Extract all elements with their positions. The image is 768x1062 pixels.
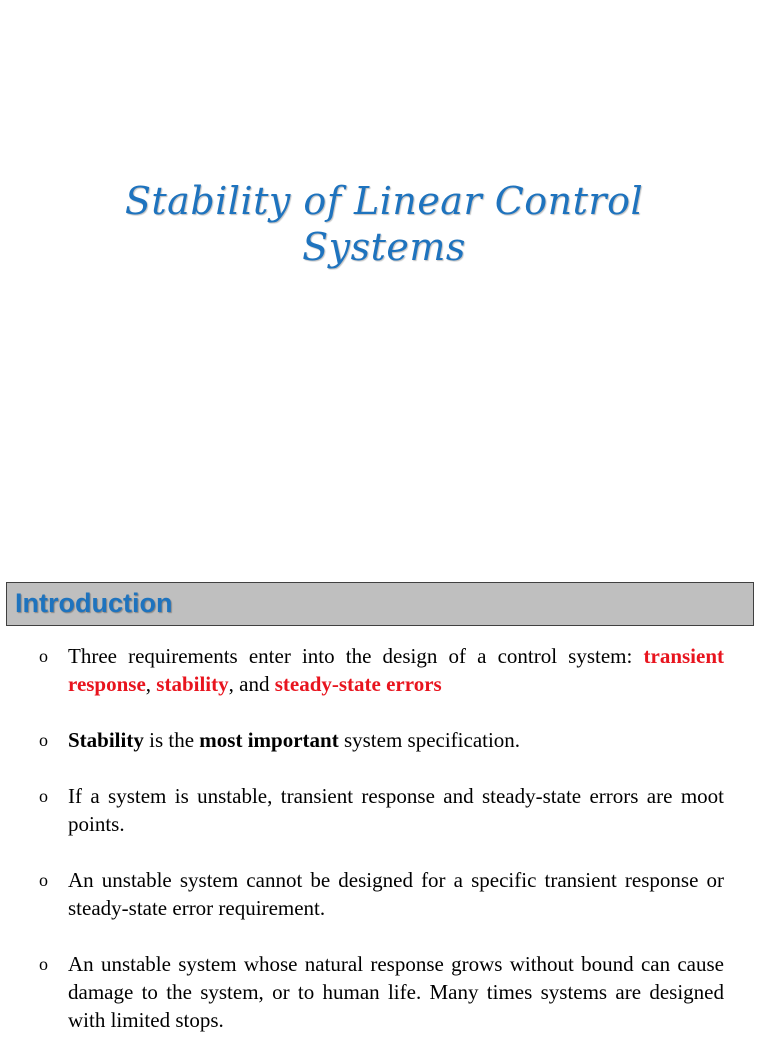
bullet-list [0, 642, 768, 1062]
slide-title-line2: Systems [302, 225, 466, 269]
bullet-text: is the [143, 728, 200, 752]
bullet-bold: most important [199, 728, 339, 752]
list-item [0, 782, 768, 838]
slide-title-line1: Stability of Linear Control [124, 179, 644, 223]
term-transient-response: transient response [68, 644, 724, 696]
bullet-marker-icon: o [39, 646, 48, 666]
list-item [0, 642, 768, 698]
bullet-text: An unstable system whose natural response grows without bound can cause damage to the system, or to human life. Many times systems are designed with limited stops. [68, 952, 724, 1032]
section-header [6, 582, 754, 626]
bullet-text: If a system is unstable, transient response and steady-state errors are moot points. [68, 784, 724, 836]
bullet-marker-icon: o [39, 730, 48, 750]
bullet-text: system specification. [338, 728, 521, 752]
bullet-text: , and [228, 672, 275, 696]
bullet-text: An unstable system cannot be designed for a specific transient response or steady-state error requirement. [68, 868, 724, 920]
bullet-marker-icon: o [39, 786, 48, 806]
term-steady-state-errors: steady-state errors [274, 672, 442, 696]
list-item [0, 950, 768, 1034]
bullet-text: Three requirements enter into the design of a control system: [68, 644, 644, 668]
list-item [0, 726, 768, 754]
bullet-marker-icon: o [39, 954, 48, 974]
bullet-marker-icon: o [39, 870, 48, 890]
section-header-label: Introduction [15, 588, 173, 618]
bullet-text: , [145, 672, 157, 696]
term-stability: stability [156, 672, 229, 696]
slide-title [0, 178, 768, 270]
list-item [0, 866, 768, 922]
bullet-bold: Stability [68, 728, 144, 752]
